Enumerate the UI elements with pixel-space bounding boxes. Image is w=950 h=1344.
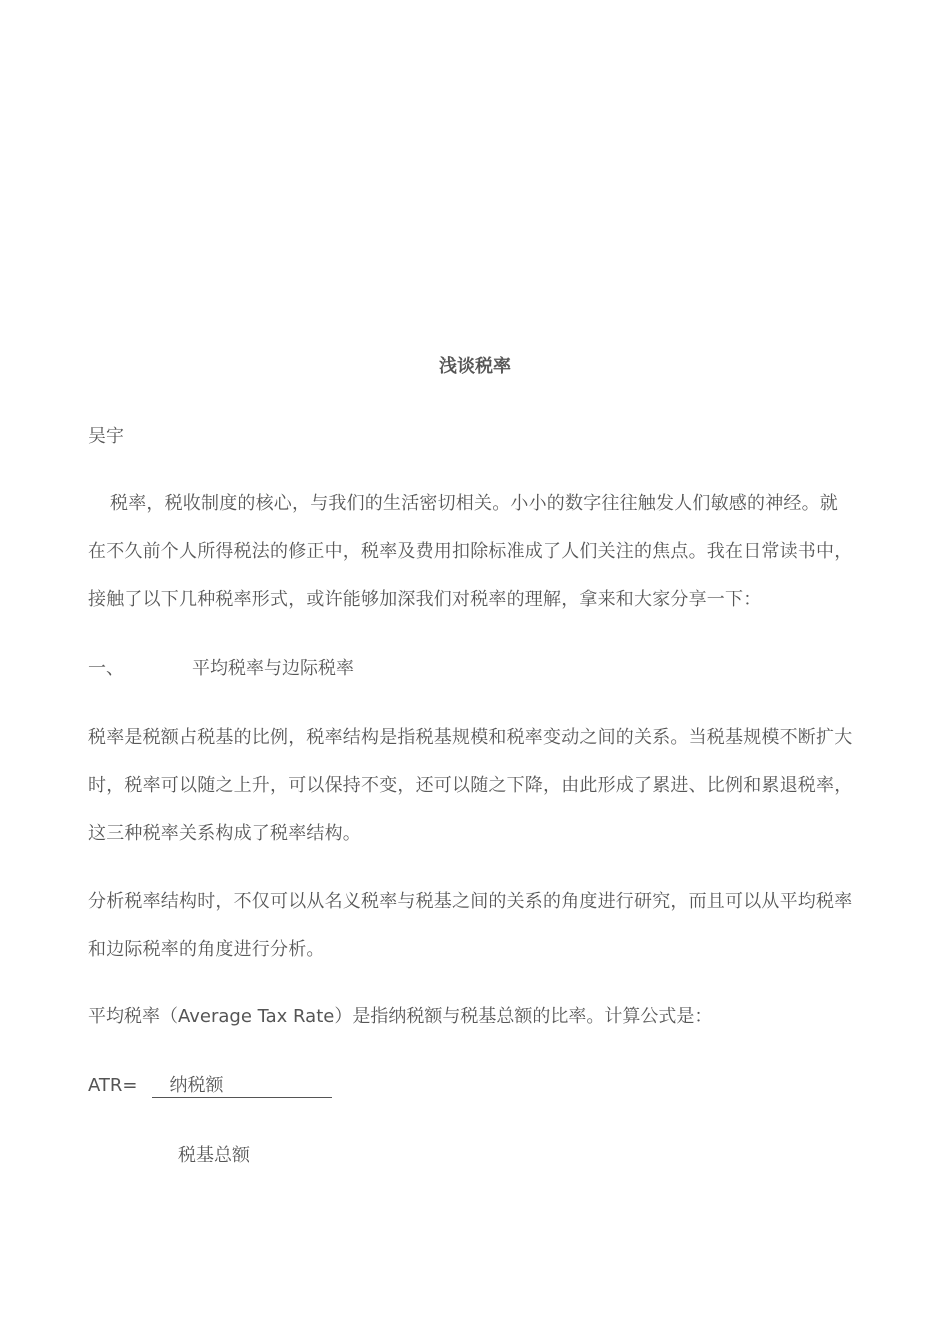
intro-text: 税率，税收制度的核心，与我们的生活密切相关。小小的数字往往触发人们敏感的神经。就在不久前个人所得税法的修正中，税率及费用扣除标准成了人们关注的焦点。我在日常读书中，接触了以下几种税率形式，或许能够加深我们对税率的理解，拿来和大家分享一下： (88, 493, 853, 610)
document-title: 浅谈税率 (439, 356, 511, 377)
author-name: 吴宇 (88, 426, 124, 447)
formula-lhs: ATR= (88, 1075, 138, 1096)
section-heading-text: 平均税率与边际税率 (192, 658, 354, 679)
formula-numerator: 纳税额 (152, 1075, 332, 1098)
atr-formula (88, 1073, 332, 1099)
average-tax-rate-paragraph (88, 1004, 712, 1030)
analysis-paragraph: 分析税率结构时，不仅可以从名义税率与税基之间的关系的角度进行研究，而且可以从平均税率和边际税率的角度进行分析。 (88, 891, 853, 960)
tax-structure-paragraph: 税率是税额占税基的比例，税率结构是指税基规模和税率变动之间的关系。当税基规模不断扩大时，税率可以随之上升，可以保持不变，还可以随之下降，由此形成了累进、比例和累退税率，这三种税率关系构成了税率结构。 (88, 727, 853, 844)
intro-paragraph (88, 480, 856, 624)
average-tax-rate-suffix: ）是指纳税额与税基总额的比率。计算公式是： (334, 1006, 713, 1027)
formula-denominator: 税基总额 (178, 1145, 250, 1166)
section-number: 一、 (88, 658, 124, 679)
section-heading (88, 656, 354, 682)
average-tax-rate-term: Average Tax Rate (178, 1006, 335, 1027)
average-tax-rate-prefix: 平均税率（ (88, 1006, 178, 1027)
